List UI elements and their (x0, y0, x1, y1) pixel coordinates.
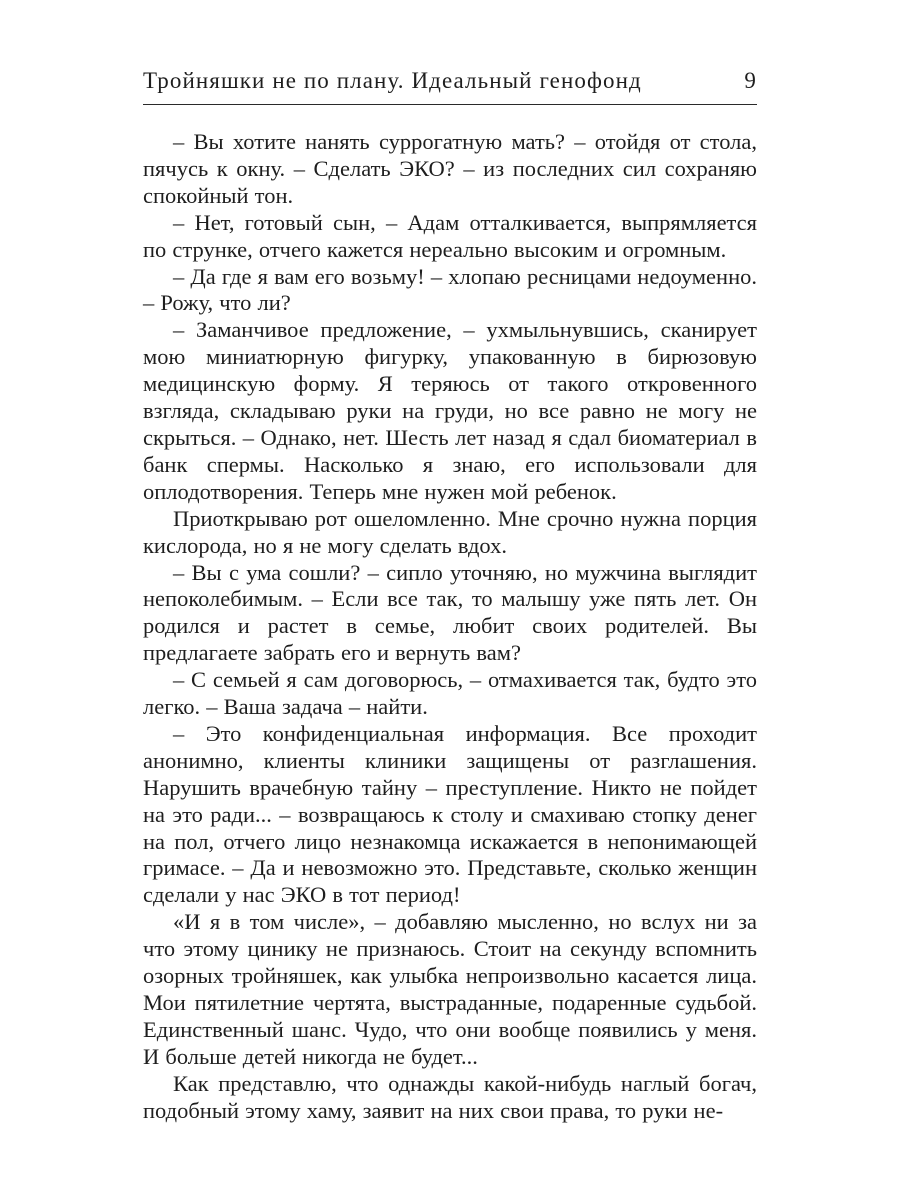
paragraph: – Вы хотите нанять суррогатную мать? – отойдя от стола, пячусь к окну. – Сделать ЭКО? – из последних сил сохраняю спокойный тон. (143, 129, 757, 208)
paragraph: – Заманчивое предложение, – ухмыльнувшись, сканирует мою миниатюрную фигурку, упакованную в бирюзовую медицинскую форму. Я теряюсь от такого откровенного взгляда, складываю руки на груди, но все равно не могу не скрыться. – Однако, нет. Шесть лет назад я сдал биоматериал в банк спермы. Насколько я знаю, его использовали для оплодотворения. Теперь мне нужен мой ребенок. (143, 317, 757, 504)
paragraph: – С семьей я сам договорюсь, – отмахивается так, будто это легко. – Ваша задача – найти. (143, 667, 757, 720)
paragraph: «И я в том числе», – добавляю мысленно, но вслух ни за что этому цинику не признаюсь. Стоит на секунду вспомнить озорных тройняшек, как улыбка непроизвольно касается лица. Мои пятилетние чертята, выстраданные, подаренные судьбой. Единственный шанс. Чудо, что они вообще появились у меня. И больше детей никогда не будет... (143, 909, 757, 1069)
paragraph: – Да где я вам его возьму! – хлопаю ресницами недоуменно. – Рожу, что ли? (143, 263, 757, 316)
paragraph: Приоткрываю рот ошеломленно. Мне срочно нужна порция кислорода, но я не могу сделать вдох. (143, 505, 757, 558)
book-title: Тройняшки не по плану. Идеальный генофонд (143, 68, 642, 93)
paragraph: Как представлю, что однажды какой-нибудь наглый богач, подобный этому хаму, заявит на них свои права, то руки не- (143, 1070, 757, 1123)
paragraph: – Это конфиденциальная информация. Все проходит анонимно, клиенты клиники защищены от разглашения. Нарушить врачебную тайну – преступление. Никто не пойдет на это ради... – возвращаюсь к столу и смахиваю стопку денег на пол, отчего лицо незнакомца искажается в непонимающей гримасе. – Да и невозможно это. Представьте, сколько женщин сделали у нас ЭКО в тот период! (143, 720, 757, 908)
paragraph: – Нет, готовый сын, – Адам отталкивается, выпрямляется по струнке, отчего кажется нереально высоким и огромным. (143, 209, 757, 262)
header-rule (143, 104, 757, 105)
paragraph: – Вы с ума сошли? – сипло уточняю, но мужчина выглядит непоколебимым. – Если все так, то малышу уже пять лет. Он родился и растет в семье, любит своих родителей. Вы предлагаете забрать его и вернуть вам? (143, 559, 757, 666)
body-text (143, 129, 757, 1125)
page-number: 9 (744, 68, 757, 93)
running-head (143, 66, 757, 102)
